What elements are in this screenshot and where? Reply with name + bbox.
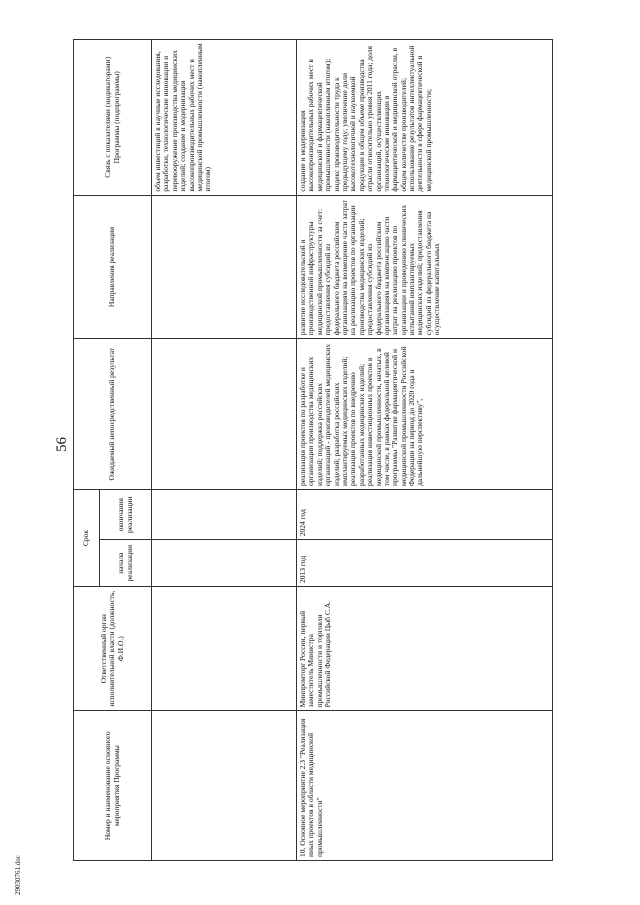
start-year-cell: 2013 год bbox=[297, 540, 553, 587]
rotated-page bbox=[73, 39, 553, 861]
header-num-name: Номер и наименование основного мероприятия Программы bbox=[74, 711, 152, 861]
continuation-row bbox=[152, 40, 297, 861]
prev-link-cell: объем инвестиций в научные исследования, разработки, технологические инновации и перевооружение производства медицинских изделий; создание и модернизация высокопроизводительных рабочих мест в медицинской промышленности (накопленным итогом) bbox=[152, 40, 297, 196]
header-link: Связь с показателями (индикаторами) Программы (подпрограммы) bbox=[74, 40, 152, 196]
page-number: 56 bbox=[54, 437, 70, 452]
header-responsible: Ответственный орган исполнительной власти (должность, Ф.И.О.) bbox=[74, 586, 152, 710]
program-table bbox=[73, 39, 553, 861]
link-cell: создание и модернизация высокопроизводительных рабочих мест в медицинской и фармацевтической промышленности (накопленным итогом); индекс производительности труда к предыдущему году; увеличение доли высокотехнологичной и наукоемкой продукции в общем объеме производства отрасли относительно уровня 2011 года; доля организаций, осуществляющих технологические инновации в фармацевтической и медицинской отрасли, в общем количестве производителей; использование результатов интеллектуальной деятельности в сфере фармацевтической и медицинской промышленности; bbox=[297, 40, 553, 196]
header-directions: Направления реализации bbox=[74, 195, 152, 339]
document-code: 29030761.doc bbox=[14, 855, 22, 895]
directions-cell: развитие исследовательской и производственной инфраструктуры медицинской промышленности за счет: предоставления субсидий из федерального бюджета российским организациям на возмещение части затрат на реализацию проектов по организации производства медицинских изделий; предоставления субсидий из федерального бюджета российским организациям на компенсацию части затрат на реализацию проектов по организации и проведению клинических испытаний имплантируемых медицинских изделий; предоставления субсидий из федерального бюджета на осуществление капитальных bbox=[297, 195, 553, 339]
table-row bbox=[297, 40, 553, 861]
header-term: Срок bbox=[74, 490, 100, 587]
end-year-cell: 2024 год bbox=[297, 490, 553, 540]
header-end: окончания реализации bbox=[100, 490, 152, 540]
event-name-cell: 10. Основное мероприятие 2.3 "Реализация иных проектов в области медицинской промышленности" bbox=[297, 711, 553, 861]
header-start: начала реализации bbox=[100, 540, 152, 587]
responsible-cell: Минпромторг России, первый заместитель Министра промышленности и торговли Российской Федерации Цыб С.А. bbox=[297, 586, 553, 710]
header-result: Ожидаемый непосредственный результат bbox=[74, 339, 152, 490]
header-row-1 bbox=[74, 40, 100, 861]
result-cell: реализация проектов по разработке и организации производства медицинских изделий; поддержка российских организаций - производителей медицинских изделий; разработка российских имплантируемых медицинских изделий; реализация проектов по внедрению разработанных медицинских изделий; реализация инвестиционных проектов в медицинской промышленности, начатых, в том числе, в рамках федеральной целевой программы "Развитие фармацевтической и медицинской промышленности Российской Федерации на период до 2020 года и дальнейшую перспективу", bbox=[297, 339, 553, 490]
